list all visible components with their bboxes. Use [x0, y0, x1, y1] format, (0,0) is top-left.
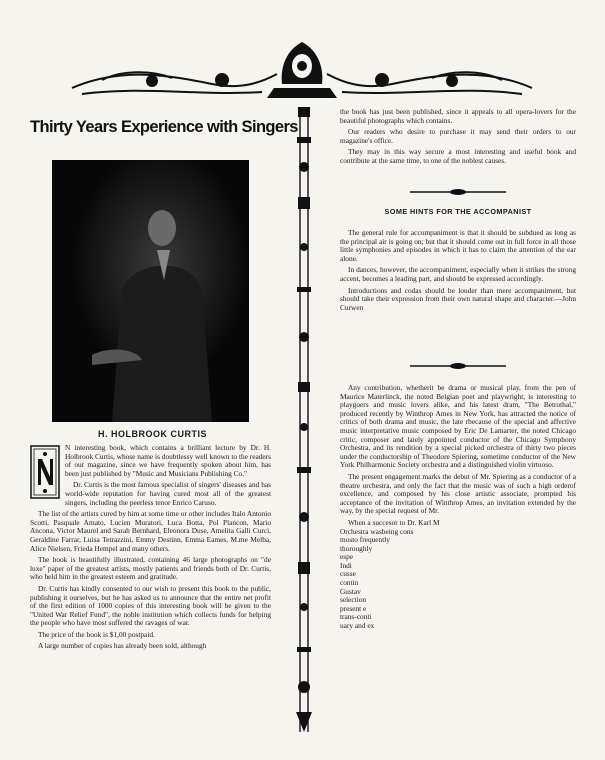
article-paragraph-6: The price of the book is $1,00 postpaid.: [38, 629, 155, 639]
decorative-header-ornament: [62, 36, 542, 106]
text-line: cusse: [340, 569, 356, 579]
article-paragraph-7: A large number of copies has already been sold, although: [38, 641, 207, 651]
article-paragraph-1: N interesting book, which contains a brilliant lecture by Dr. H. Holbrook Curtis, whose name is doubtlessy well known to the readers of our magazine, since we have frequently spoken about him, has been just published by "Music and Musicians Publishing Co.": [30, 444, 271, 478]
text-line: When a succesor to Dr. Karl M: [348, 517, 440, 527]
text-line: trans-conti: [340, 612, 372, 622]
text-line: thoroughly: [340, 543, 373, 553]
decorative-column-rule: [291, 107, 317, 732]
article-paragraph-2: Dr. Curtis is the most famous specialist of singers' diseases and has world-wide reputation for having cured most all of the greatest singers, including the peerless tenor Enrico Caruso.: [65, 480, 271, 507]
hints-paragraph-3: Introductions and codas should be louder than mere accompaniment, but should take their expression from their own natural shape and character.—John Curwen: [340, 285, 576, 312]
text-line: uary and ex: [340, 621, 375, 631]
article-paragraph-5: Dr. Curtis has kindly consented to our wish to present this book to the public, publishing it ourselves, but he has asked us to announce that the entire net profit of the first edition of 1000 copies of this interesting book will be given to the "United War Relief Fund", the noble institution which collects funds for helping the people who have most suffered the ravages of war.: [30, 583, 271, 628]
betrothal-paragraph-1: Any contribution, whetherit be drama or musical play, from the pen of Maurice Materlinck, the noted Belgian poet and playwright, is interesting to playgoers and music lovers alike, and his latest dram, "The Betrothal," produced recently by Winthrop Ames in New York, has attracted the notice of critics of both drama and music, the late rbecause of the special and affective music interpretative music composed by Eric De Lamarter, the noted Chicago critic, composer and lately appointed conductor of the Chicago Symphony Orchestra, and its rendition by a special picked orchestra of thirty two pieces under the conductorship of Theodore Spiering, sometime conductor of the New York Philharmonic Society orchestra and a distinguished violin virtuoso.: [340, 383, 576, 470]
article-order-note: Our readers who desire to purchase it may send their orders to our magazine's office.: [340, 127, 576, 145]
text-line: Gustav: [340, 586, 361, 596]
portrait-photo: [52, 160, 249, 422]
truncated-text-lines: [340, 519, 576, 631]
text-line: present e: [340, 603, 367, 613]
article-paragraph-3: The list of the artists cured by him at some time or other includes Italo Antonio Scotti, Pasquale Amato, Lucien Muratori, Luca Botta, Pol Plancon, Mario Ancona, Victor Maurel and Sarah Bernhard, Eleonora Duse, Amelita Galli Curci, Geraldine Farrar, Luisa Tetrazzini, Emmy Destinn, Emma Eames, M.me Melba, Alice Nielsen, Frieda Hempel and many others.: [30, 509, 271, 553]
article-title: Thirty Years Experience with Singers: [30, 118, 298, 136]
betrothal-paragraph-2: The present engagement marks the debut of Mr. Spiering as a conductor of a theatre orchestra, and only the fact that the music was of such a high orderof excellence, and composed by his close artistic associate, prompted his acceptance of the invitation of Winthrop Ames, an invitation extended by the way, by the special request of Mr.: [340, 471, 576, 516]
betrothal-body: [340, 384, 576, 631]
hints-paragraph-2: In dances, however, the accompaniment, especially when it strikes the strong accent, becomes a leading part, and should be expressed accordingly.: [340, 265, 576, 283]
article-paragraph-4: The book is beautifully illustrated, containing 46 large photographs on "de luxe" paper of the greatest artists, mostly patients and friends both of Dr. Curtis, who held him in the greatest esteem and gratitude.: [30, 555, 271, 582]
text-line: selection: [340, 595, 367, 605]
text-line: contin: [340, 578, 359, 588]
text-line: mosto frequently: [340, 535, 390, 545]
section-divider: [410, 188, 506, 196]
hints-body: [340, 229, 576, 315]
text-line: Orchestra wasbeing cons: [340, 526, 414, 536]
article-body-right: [340, 108, 576, 169]
text-line: Indi: [340, 560, 352, 570]
hints-paragraph-1: The general rule for accompaniment is that it should be subdued as long as the principal air is going on; but that it should come out in full force in all those little symphonies and episodes in which it has to claim the attention of the ear alone.: [340, 228, 576, 263]
section-divider: [410, 362, 506, 370]
portrait-caption: H. HOLBROOK CURTIS: [98, 429, 207, 439]
drop-cap-letter: [30, 445, 60, 499]
hints-heading: SOME HINTS FOR THE ACCOMPANIST: [384, 207, 532, 216]
text-line: espe: [340, 552, 354, 562]
article-continuation: the book has just been published, since it appeals to all opera-lovers for the beautiful photographs which contains.: [340, 107, 576, 125]
article-body-left: [30, 444, 271, 654]
article-closing: They may in this way secure a most interesting and useful book and contribute at the same time, to one of the noblest causes.: [340, 147, 576, 165]
